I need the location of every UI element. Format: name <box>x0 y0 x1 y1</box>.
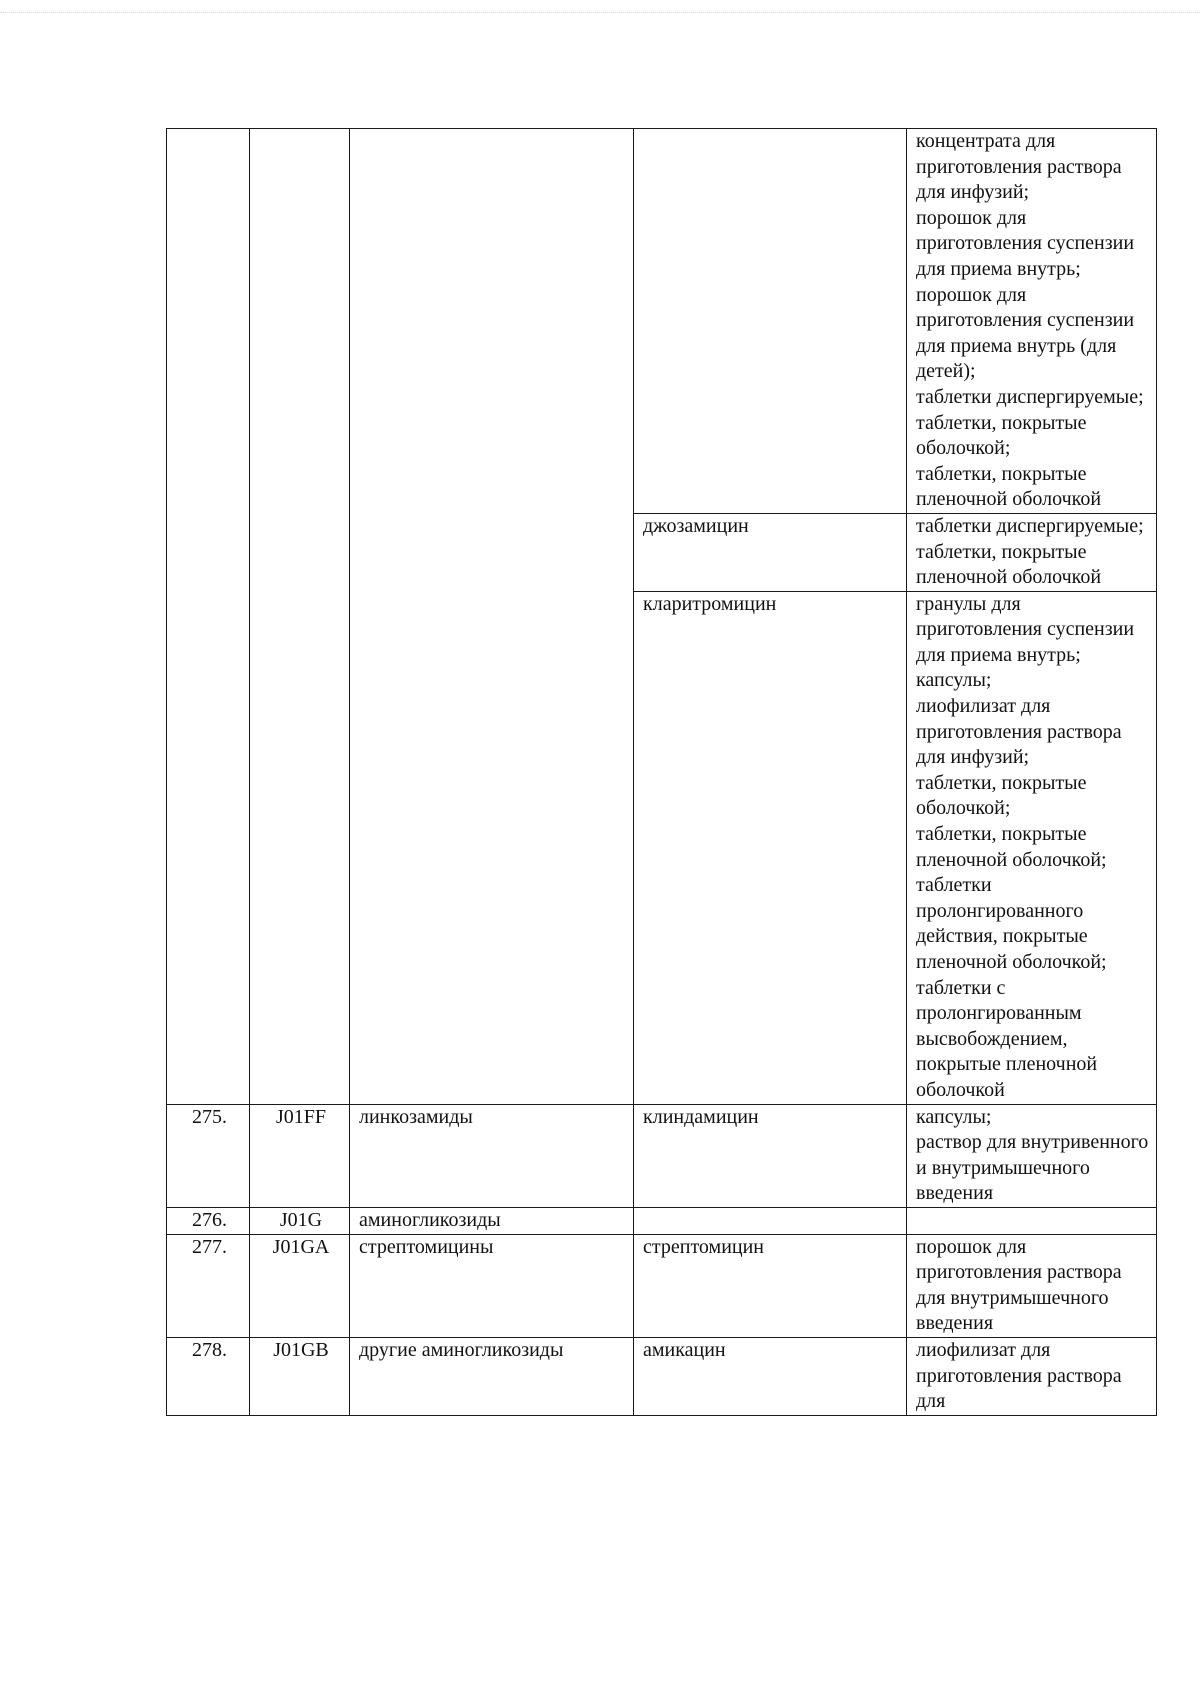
dosage-forms-list <box>916 1105 1150 1207</box>
group-name-cell: аминогликозиды <box>350 1207 634 1234</box>
table-row <box>167 1337 1157 1415</box>
dosage-forms-cell <box>907 1207 1157 1234</box>
dosage-form-item: лиофилизат для приготовления раствора для <box>916 1338 1122 1413</box>
row-number-cell: 278. <box>167 1337 250 1415</box>
dosage-forms-cell <box>907 1104 1157 1207</box>
drug-name-cell <box>634 1207 907 1234</box>
dosage-forms-list <box>916 129 1150 513</box>
group-name-cell <box>350 129 634 1105</box>
dosage-form-item: таблетки, покрытые оболочкой; <box>916 771 1087 820</box>
atc-code-cell <box>250 129 350 1105</box>
drug-name-cell: амикацин <box>634 1337 907 1415</box>
dosage-form-item: раствор для внутривенного и внутримышечного введения <box>916 1131 1149 1205</box>
drug-name-cell <box>634 129 907 514</box>
dosage-form-item: капсулы; <box>916 1105 992 1128</box>
row-number-cell: 275. <box>167 1104 250 1207</box>
table-row <box>167 1104 1157 1207</box>
dosage-form-item: лиофилизат для приготовления раствора для инфузий; <box>916 695 1122 769</box>
dosage-forms-list <box>916 1338 1150 1415</box>
row-number-cell: 276. <box>167 1207 250 1234</box>
atc-code-cell: J01GB <box>250 1337 350 1415</box>
dosage-form-item: концентрата для приготовления раствора для инфузий; <box>916 130 1122 204</box>
drug-name-cell: кларитромицин <box>634 591 907 1104</box>
scan-edge-line <box>0 12 1200 13</box>
dosage-forms-list <box>916 592 1150 1104</box>
dosage-forms-cell <box>907 1337 1157 1415</box>
dosage-form-item: гранулы для приготовления суспензии для приема внутрь; <box>916 592 1135 666</box>
group-name-cell: другие аминогликозиды <box>350 1337 634 1415</box>
dosage-form-item: таблетки с пролонгированным высвобождением, покрытые пленочной оболочкой <box>916 976 1098 1101</box>
dosage-form-item: порошок для приготовления суспензии для приема внутрь; <box>916 206 1135 280</box>
dosage-form-item: таблетки, покрытые пленочной оболочкой <box>916 462 1102 511</box>
dosage-form-item: таблетки диспергируемые; <box>916 385 1144 408</box>
atc-code-cell: J01G <box>250 1207 350 1234</box>
atc-code-cell: J01GA <box>250 1234 350 1337</box>
row-number-cell <box>167 129 250 1105</box>
table-row <box>167 1234 1157 1337</box>
table-row <box>167 1207 1157 1234</box>
dosage-forms-cell <box>907 129 1157 514</box>
dosage-forms-cell <box>907 1234 1157 1337</box>
row-number-cell: 277. <box>167 1234 250 1337</box>
dosage-form-item: капсулы; <box>916 669 992 692</box>
dosage-form-item: таблетки, покрытые пленочной оболочкой <box>916 540 1102 589</box>
dosage-form-item: таблетки, покрытые оболочкой; <box>916 411 1087 460</box>
dosage-forms-list <box>916 514 1150 591</box>
drug-name-cell: клиндамицин <box>634 1104 907 1207</box>
dosage-forms-cell <box>907 513 1157 591</box>
medication-table <box>166 128 1157 1416</box>
table-row <box>167 129 1157 514</box>
atc-code-cell: J01FF <box>250 1104 350 1207</box>
drug-name-cell: стрептомицин <box>634 1234 907 1337</box>
dosage-form-item: порошок для приготовления суспензии для приема внутрь (для детей); <box>916 283 1135 383</box>
dosage-form-item: порошок для приготовления раствора для внутримышечного введения <box>916 1235 1122 1335</box>
group-name-cell: стрептомицины <box>350 1234 634 1337</box>
dosage-form-item: таблетки диспергируемые; <box>916 514 1144 537</box>
dosage-forms-list <box>916 1235 1150 1337</box>
dosage-forms-cell <box>907 591 1157 1104</box>
group-name-cell: линкозамиды <box>350 1104 634 1207</box>
dosage-form-item: таблетки, покрытые пленочной оболочкой; <box>916 823 1107 871</box>
dosage-form-item: таблетки пролонгированного действия, покрытые пленочной оболочкой; <box>916 874 1107 973</box>
drug-name-cell: джозамицин <box>634 513 907 591</box>
